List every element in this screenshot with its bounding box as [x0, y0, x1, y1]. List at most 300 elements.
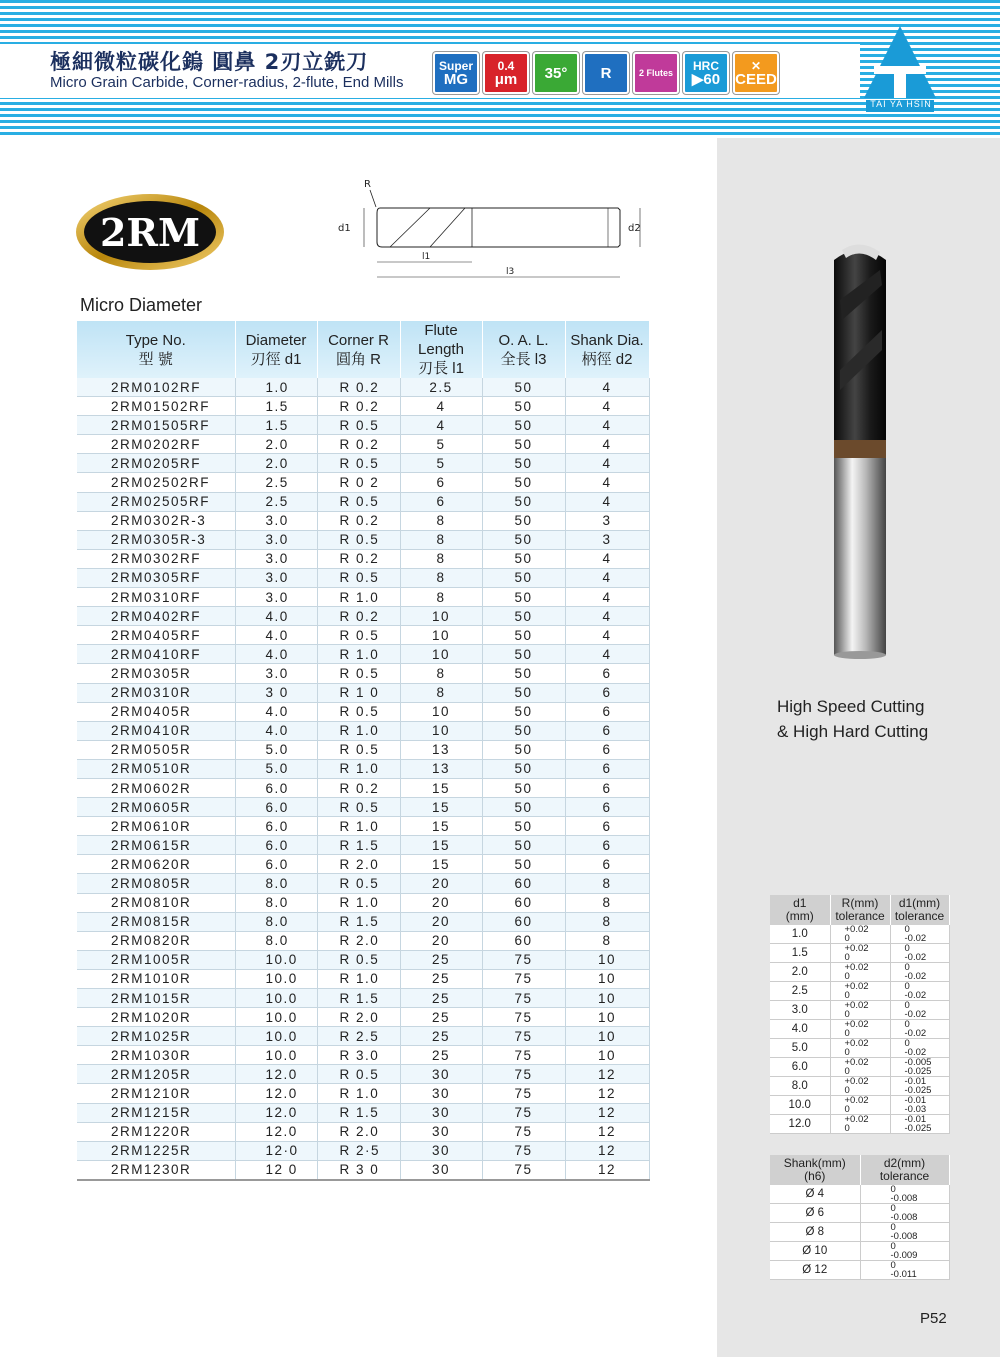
- table-row: [77, 931, 649, 950]
- table-cell: 50: [482, 473, 565, 492]
- tolerance-upper: +0.02: [844, 981, 869, 992]
- diameter-cell: 5.0: [770, 1039, 830, 1058]
- table-cell: 2RM1230R: [77, 1160, 235, 1180]
- table-cell: 8.0: [235, 912, 317, 931]
- tolerance-lower: -0.008: [890, 1231, 918, 1242]
- table-row: [77, 721, 649, 740]
- badge-bottom: CEED: [735, 70, 777, 88]
- tolerance-cell: [860, 1185, 949, 1204]
- column-header: [317, 321, 400, 378]
- table-cell: 75: [482, 950, 565, 969]
- tolerance-cell: [830, 982, 890, 1001]
- table-cell: R 1.0: [317, 759, 400, 778]
- column-header-cn: 刃長 l1: [418, 360, 464, 377]
- column-header: [565, 321, 649, 378]
- shank-cell: Ø 6: [770, 1204, 860, 1223]
- tolerance-row: [770, 1039, 949, 1058]
- table-cell: 6: [565, 721, 649, 740]
- table-cell: 4: [565, 492, 649, 511]
- table-cell: 10.0: [235, 1046, 317, 1065]
- tolerance-cell: [830, 925, 890, 944]
- tolerance-values: [831, 1077, 890, 1095]
- d1-tolerance-table: [770, 895, 950, 1134]
- table-cell: 2RM0410RF: [77, 645, 235, 664]
- table-cell: 2RM1030R: [77, 1046, 235, 1065]
- table-cell: 2RM01505RF: [77, 416, 235, 435]
- table-cell: R 0.5: [317, 626, 400, 645]
- tolerance-header: [770, 895, 830, 925]
- tolerance-cell: [890, 1039, 949, 1058]
- table-row: [77, 1084, 649, 1103]
- table-row: [77, 778, 649, 797]
- shank-cell: Ø 10: [770, 1242, 860, 1261]
- table-cell: 3.0: [235, 549, 317, 568]
- table-cell: 2RM0305RF: [77, 568, 235, 587]
- tolerance-upper: 0: [890, 1260, 896, 1271]
- tolerance-values: [891, 925, 949, 943]
- tolerance-values: [831, 1096, 890, 1114]
- table-cell: 50: [482, 530, 565, 549]
- table-cell: 30: [400, 1141, 482, 1160]
- table-cell: 4: [565, 454, 649, 473]
- table-cell: R 0.2: [317, 778, 400, 797]
- table-cell: 8: [565, 912, 649, 931]
- table-cell: 4.0: [235, 607, 317, 626]
- tolerance-header-l1: d1: [793, 896, 807, 910]
- table-cell: 50: [482, 549, 565, 568]
- table-cell: 50: [482, 683, 565, 702]
- table-cell: 50: [482, 759, 565, 778]
- tolerance-row: [770, 944, 949, 963]
- tolerance-row: [770, 1115, 949, 1134]
- table-cell: 3.0: [235, 588, 317, 607]
- tolerance-cell: [830, 963, 890, 982]
- product-table: [77, 321, 650, 1181]
- table-cell: R 2.0: [317, 1122, 400, 1141]
- tolerance-row: [770, 1204, 949, 1223]
- tolerance-values: [891, 982, 949, 1000]
- table-row: [77, 1122, 649, 1141]
- table-cell: 12.0: [235, 1103, 317, 1122]
- table-cell: 6: [565, 855, 649, 874]
- tolerance-row: [770, 1077, 949, 1096]
- table-cell: 6: [565, 759, 649, 778]
- table-cell: 3: [565, 530, 649, 549]
- table-cell: R 1.0: [317, 893, 400, 912]
- table-cell: 6.0: [235, 836, 317, 855]
- table-cell: 50: [482, 836, 565, 855]
- tolerance-lower: 0: [844, 1085, 850, 1096]
- table-cell: 13: [400, 759, 482, 778]
- tolerance-cell: [860, 1223, 949, 1242]
- table-cell: 5.0: [235, 740, 317, 759]
- table-cell: 10: [565, 1027, 649, 1046]
- table-cell: 50: [482, 798, 565, 817]
- table-cell: 2RM0310R: [77, 683, 235, 702]
- diagram-l1-label: l1: [422, 252, 431, 262]
- tolerance-row: [770, 1096, 949, 1115]
- diameter-cell: 2.5: [770, 982, 830, 1001]
- badge-bottom: 35°: [544, 64, 568, 82]
- table-cell: 75: [482, 1160, 565, 1180]
- diagram-l3-label: l3: [506, 267, 515, 277]
- table-cell: 25: [400, 950, 482, 969]
- table-cell: 30: [400, 1160, 482, 1180]
- table-cell: R 0.2: [317, 435, 400, 454]
- table-cell: 4: [565, 473, 649, 492]
- end-mill-photo: [820, 240, 900, 665]
- table-cell: 4.0: [235, 702, 317, 721]
- table-cell: 8.0: [235, 874, 317, 893]
- table-row: [77, 817, 649, 836]
- table-cell: 4: [400, 416, 482, 435]
- table-cell: 4: [565, 645, 649, 664]
- table-row: [77, 855, 649, 874]
- table-row: [77, 950, 649, 969]
- tolerance-row: [770, 1242, 949, 1261]
- table-cell: 75: [482, 1027, 565, 1046]
- table-cell: 50: [482, 568, 565, 587]
- tolerance-values: [831, 925, 890, 943]
- tolerance-values: [891, 944, 949, 962]
- badge-bottom: ▶60: [691, 70, 721, 88]
- feature-badge: [683, 52, 729, 94]
- table-cell: 2RM1005R: [77, 950, 235, 969]
- tolerance-upper: 0: [904, 1000, 910, 1011]
- diameter-cell: 2.0: [770, 963, 830, 982]
- tolerance-lower: 0: [844, 933, 850, 944]
- table-cell: 12.0: [235, 1084, 317, 1103]
- tolerance-cell: [860, 1261, 949, 1280]
- tolerance-cell: [890, 1096, 949, 1115]
- tolerance-lower: 0: [844, 1066, 850, 1077]
- table-cell: 12: [565, 1084, 649, 1103]
- badge-bottom: R: [600, 64, 612, 82]
- table-cell: 6: [565, 798, 649, 817]
- feature-badge: [733, 52, 779, 94]
- table-cell: 2.5: [235, 473, 317, 492]
- table-cell: 25: [400, 989, 482, 1008]
- table-cell: 75: [482, 1046, 565, 1065]
- page-number: P52: [920, 1310, 947, 1327]
- table-cell: 2RM0810R: [77, 893, 235, 912]
- tolerance-lower: 0: [844, 1028, 850, 1039]
- table-cell: 60: [482, 893, 565, 912]
- tolerance-values: [891, 1020, 949, 1038]
- table-cell: 6.0: [235, 798, 317, 817]
- column-header: [482, 321, 565, 378]
- tolerance-lower: -0.008: [890, 1212, 918, 1223]
- table-cell: 75: [482, 1084, 565, 1103]
- tolerance-upper: +0.02: [844, 1076, 869, 1087]
- tolerance-header-l1: d2(mm): [883, 1156, 926, 1170]
- table-cell: 10.0: [235, 989, 317, 1008]
- tolerance-values: [891, 1096, 949, 1114]
- table-cell: R 0.2: [317, 549, 400, 568]
- table-cell: 2RM0202RF: [77, 435, 235, 454]
- diameter-cell: 1.0: [770, 925, 830, 944]
- column-header-en: Shank Dia.: [570, 331, 644, 349]
- table-cell: R 1 0: [317, 683, 400, 702]
- column-header-en: Flute Length: [418, 322, 464, 358]
- table-cell: 6: [565, 702, 649, 721]
- diameter-cell: 3.0: [770, 1001, 830, 1020]
- table-cell: 25: [400, 969, 482, 988]
- table-cell: 25: [400, 1027, 482, 1046]
- table-row: [77, 435, 649, 454]
- tolerance-upper: +0.02: [844, 1114, 869, 1125]
- table-row: [77, 912, 649, 931]
- tolerance-upper: 0: [904, 962, 910, 973]
- column-header-cn: 刃徑 d1: [250, 350, 302, 368]
- table-cell: 10: [565, 950, 649, 969]
- table-cell: 4: [565, 588, 649, 607]
- table-cell: 50: [482, 416, 565, 435]
- tolerance-cell: [890, 925, 949, 944]
- table-cell: 50: [482, 626, 565, 645]
- table-cell: 10.0: [235, 969, 317, 988]
- tolerance-values: [891, 1077, 949, 1095]
- tolerance-values: [861, 1204, 949, 1222]
- feature-badge: [583, 52, 629, 94]
- table-cell: 2.5: [400, 378, 482, 397]
- tolerance-values: [861, 1242, 949, 1260]
- tolerance-row: [770, 1001, 949, 1020]
- tolerance-cell: [830, 1077, 890, 1096]
- table-cell: 2.0: [235, 454, 317, 473]
- tolerance-lower: 0: [844, 1123, 850, 1134]
- feature-badge: [533, 52, 579, 94]
- table-cell: R 1.5: [317, 989, 400, 1008]
- emblem-text: 2RM: [99, 210, 201, 255]
- table-cell: 10: [400, 626, 482, 645]
- table-cell: 3.0: [235, 568, 317, 587]
- tolerance-header-l1: Shank(mm): [783, 1156, 846, 1170]
- table-cell: 3.0: [235, 511, 317, 530]
- table-cell: 4: [565, 626, 649, 645]
- tolerance-upper: +0.02: [844, 962, 869, 973]
- table-cell: 4.0: [235, 721, 317, 740]
- tolerance-header-l1: d1(mm): [898, 896, 941, 910]
- diameter-cell: 4.0: [770, 1020, 830, 1039]
- table-cell: 3.0: [235, 664, 317, 683]
- table-cell: 6: [400, 473, 482, 492]
- table-cell: 6: [565, 817, 649, 836]
- tolerance-cell: [830, 1096, 890, 1115]
- tolerance-header: [890, 895, 949, 925]
- table-row: [77, 511, 649, 530]
- table-cell: R 3.0: [317, 1046, 400, 1065]
- table-cell: 13: [400, 740, 482, 759]
- tolerance-upper: -0.005: [904, 1057, 932, 1068]
- tolerance-upper: 0: [890, 1184, 896, 1195]
- table-cell: R 1.5: [317, 836, 400, 855]
- tolerance-cell: [890, 1020, 949, 1039]
- tolerance-header-l2: (mm): [785, 909, 814, 923]
- table-cell: 60: [482, 931, 565, 950]
- table-cell: 12: [565, 1160, 649, 1180]
- tolerance-values: [891, 1115, 949, 1133]
- tolerance-header-l2: tolerance: [879, 1169, 930, 1183]
- tolerance-row: [770, 925, 949, 944]
- tolerance-cell: [890, 982, 949, 1001]
- table-row: [77, 1103, 649, 1122]
- column-header-cn: 柄徑 d2: [581, 350, 633, 368]
- tolerance-header-l1: R(mm): [841, 896, 879, 910]
- table-cell: 75: [482, 1008, 565, 1027]
- table-cell: 50: [482, 645, 565, 664]
- tolerance-upper: -0.01: [904, 1095, 927, 1106]
- table-cell: 2RM02505RF: [77, 492, 235, 511]
- diameter-cell: 6.0: [770, 1058, 830, 1077]
- badge-top: ✕: [750, 58, 762, 73]
- tolerance-cell: [830, 1115, 890, 1134]
- badge-top: Super: [438, 58, 473, 73]
- table-row: [77, 1160, 649, 1180]
- tolerance-lower: -0.011: [890, 1269, 917, 1280]
- tolerance-values: [861, 1185, 949, 1203]
- tolerance-upper: 0: [904, 943, 910, 954]
- tolerance-cell: [830, 1020, 890, 1039]
- table-cell: 12.0: [235, 1122, 317, 1141]
- table-cell: 6: [565, 664, 649, 683]
- badge-top: 0.4: [497, 58, 515, 73]
- tolerance-row: [770, 982, 949, 1001]
- column-header-en: Type No.: [125, 331, 186, 349]
- table-cell: 2RM0615R: [77, 836, 235, 855]
- table-cell: R 0.5: [317, 798, 400, 817]
- table-cell: 50: [482, 435, 565, 454]
- tolerance-cell: [890, 963, 949, 982]
- table-row: [77, 664, 649, 683]
- table-cell: R 0.5: [317, 702, 400, 721]
- table-cell: R 0.5: [317, 1065, 400, 1084]
- table-cell: 75: [482, 969, 565, 988]
- table-cell: 1.5: [235, 397, 317, 416]
- diameter-cell: 12.0: [770, 1115, 830, 1134]
- table-cell: 5.0: [235, 759, 317, 778]
- table-cell: 12 0: [235, 1160, 317, 1180]
- table-cell: R 0.5: [317, 416, 400, 435]
- table-cell: 75: [482, 989, 565, 1008]
- table-cell: 50: [482, 664, 565, 683]
- table-row: [77, 645, 649, 664]
- table-cell: 15: [400, 855, 482, 874]
- table-row: [77, 454, 649, 473]
- table-row: [77, 397, 649, 416]
- table-cell: 8.0: [235, 931, 317, 950]
- table-cell: R 2.5: [317, 1027, 400, 1046]
- feature-badges: [433, 52, 779, 94]
- tolerance-lower: -0.008: [890, 1193, 918, 1204]
- table-cell: R 1.0: [317, 969, 400, 988]
- tolerance-values: [831, 963, 890, 981]
- tolerance-cell: [830, 1001, 890, 1020]
- table-cell: 2RM0310RF: [77, 588, 235, 607]
- table-cell: R 1.0: [317, 645, 400, 664]
- tolerance-row: [770, 1261, 949, 1280]
- table-cell: 12: [565, 1103, 649, 1122]
- tolerance-values: [861, 1223, 949, 1241]
- table-cell: 20: [400, 931, 482, 950]
- diameter-cell: 8.0: [770, 1077, 830, 1096]
- table-cell: 6: [565, 683, 649, 702]
- table-cell: 6: [565, 836, 649, 855]
- tolerance-lower: -0.02: [904, 1028, 927, 1039]
- tolerance-upper: 0: [890, 1222, 896, 1233]
- table-row: [77, 492, 649, 511]
- tolerance-values: [891, 1001, 949, 1019]
- tolerance-lower: 0: [844, 1009, 850, 1020]
- table-cell: 12: [565, 1141, 649, 1160]
- table-cell: 2RM0205RF: [77, 454, 235, 473]
- table-cell: 2RM0820R: [77, 931, 235, 950]
- table-cell: 50: [482, 778, 565, 797]
- table-row: [77, 1141, 649, 1160]
- table-cell: 2RM1210R: [77, 1084, 235, 1103]
- table-cell: 2RM0305R: [77, 664, 235, 683]
- tolerance-header: [860, 1155, 949, 1185]
- tolerance-upper: -0.01: [904, 1076, 927, 1087]
- tolerance-cell: [830, 1039, 890, 1058]
- table-cell: 4: [565, 397, 649, 416]
- tolerance-upper: 0: [904, 1019, 910, 1030]
- table-cell: 6: [565, 778, 649, 797]
- table-cell: 60: [482, 912, 565, 931]
- table-cell: 10: [565, 1008, 649, 1027]
- table-cell: 5: [400, 435, 482, 454]
- table-row: [77, 378, 649, 397]
- table-cell: R 2·5: [317, 1141, 400, 1160]
- tolerance-upper: +0.02: [844, 1095, 869, 1106]
- table-cell: 8: [400, 568, 482, 587]
- table-cell: 8: [400, 549, 482, 568]
- table-cell: 6: [400, 492, 482, 511]
- table-row: [77, 416, 649, 435]
- table-cell: 2RM0410R: [77, 721, 235, 740]
- feature-badge: [433, 52, 479, 94]
- shank-cell: Ø 12: [770, 1261, 860, 1280]
- tolerance-values: [831, 1039, 890, 1057]
- column-header-cn: 圓角 R: [335, 350, 381, 368]
- table-cell: 60: [482, 874, 565, 893]
- tolerance-values: [831, 1001, 890, 1019]
- table-cell: 3 0: [235, 683, 317, 702]
- table-cell: R 0.2: [317, 397, 400, 416]
- table-cell: 50: [482, 378, 565, 397]
- table-cell: 2RM0505R: [77, 740, 235, 759]
- table-cell: 8: [400, 588, 482, 607]
- table-cell: 20: [400, 893, 482, 912]
- table-cell: 20: [400, 874, 482, 893]
- table-cell: 10: [565, 989, 649, 1008]
- table-cell: R 0.5: [317, 454, 400, 473]
- table-cell: 3: [565, 511, 649, 530]
- table-cell: 1.0: [235, 378, 317, 397]
- table-cell: 10.0: [235, 1027, 317, 1046]
- tolerance-lower: -0.02: [904, 990, 927, 1001]
- table-cell: 2RM0510R: [77, 759, 235, 778]
- table-cell: 75: [482, 1103, 565, 1122]
- tolerance-upper: +0.02: [844, 924, 869, 935]
- tolerance-row: [770, 1058, 949, 1077]
- table-cell: 25: [400, 1046, 482, 1065]
- slogan-line-1: High Speed Cutting: [777, 697, 925, 716]
- tolerance-cell: [890, 1077, 949, 1096]
- table-cell: 4: [565, 568, 649, 587]
- table-cell: 2RM1010R: [77, 969, 235, 988]
- table-cell: 75: [482, 1122, 565, 1141]
